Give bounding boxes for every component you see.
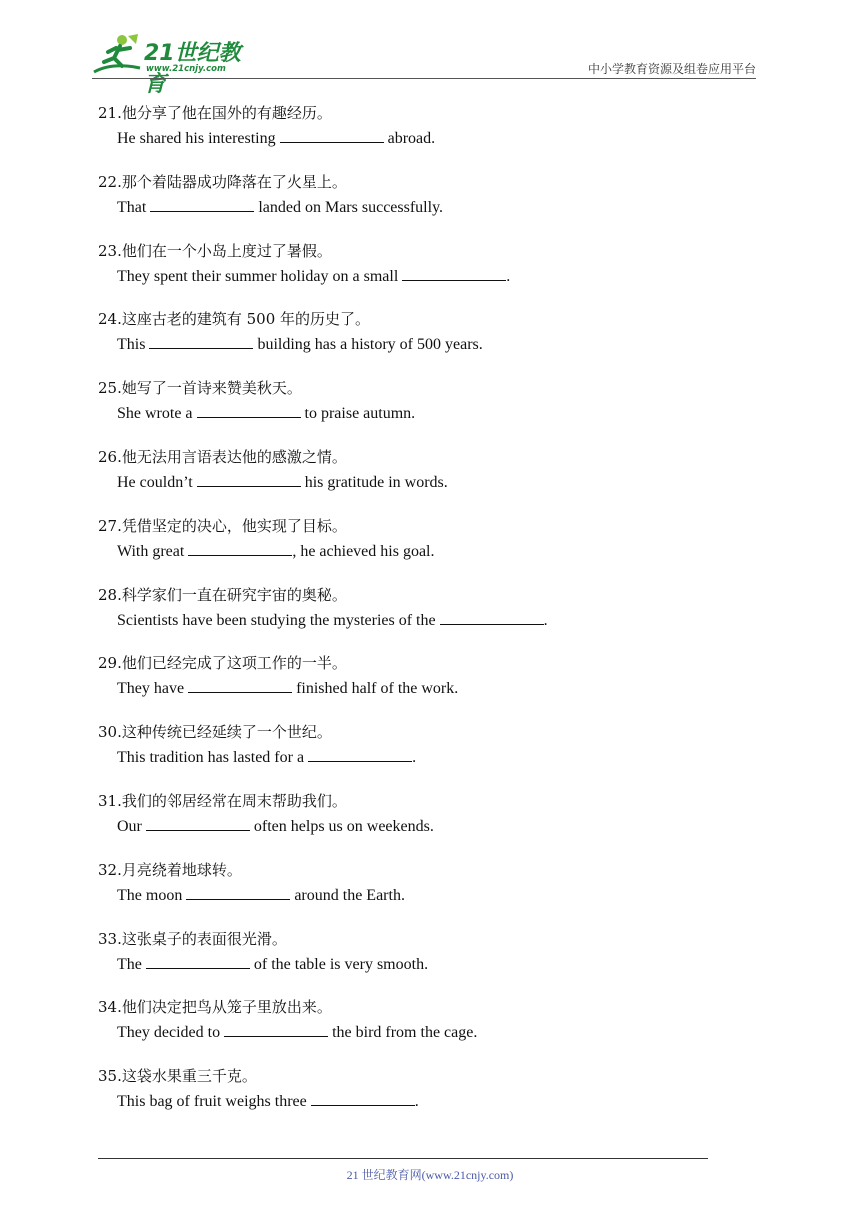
- sentence-after-blank: .: [543, 611, 548, 629]
- answer-blank[interactable]: [197, 403, 301, 418]
- question-item: [98, 580, 718, 649]
- question-list: [98, 98, 718, 1130]
- sentence-after-blank: to praise autumn.: [300, 405, 416, 423]
- sentence-before-blank: They have: [117, 680, 189, 698]
- sentence-before-blank: That: [117, 198, 151, 216]
- sentence-after-blank: landed on Mars successfully.: [254, 198, 444, 216]
- sentence-after-blank: , he achieved his goal.: [292, 542, 435, 560]
- sentence-after-blank: .: [414, 1093, 419, 1111]
- sentence-after-blank: building has a history of 500 years.: [253, 336, 483, 354]
- question-item: [98, 511, 718, 580]
- english-sentence: [117, 816, 434, 836]
- english-sentence: [117, 1022, 477, 1042]
- logo-text: 21世纪教育: [144, 41, 241, 97]
- english-sentence: [117, 541, 435, 561]
- answer-blank[interactable]: [146, 816, 250, 831]
- footer-divider: [98, 1158, 708, 1159]
- question-item: [98, 167, 718, 236]
- question-item: [98, 98, 718, 167]
- sentence-after-blank: .: [412, 749, 417, 767]
- chinese-sentence: 31.我们的邻居经常在周末帮助我们。: [98, 791, 347, 810]
- answer-blank[interactable]: [402, 266, 506, 281]
- chinese-sentence: 34.他们决定把鸟从笼子里放出来。: [98, 998, 332, 1017]
- english-sentence: [117, 266, 510, 286]
- sentence-after-blank: of the table is very smooth.: [249, 955, 429, 973]
- english-sentence: [117, 334, 483, 354]
- sentence-before-blank: She wrote a: [117, 405, 197, 423]
- sentence-before-blank: With great: [117, 542, 189, 560]
- sentence-before-blank: They decided to: [117, 1024, 225, 1042]
- question-item: [98, 373, 718, 442]
- header-divider: [92, 78, 756, 79]
- english-sentence: [117, 128, 435, 148]
- sentence-before-blank: This bag of fruit weighs three: [117, 1093, 311, 1111]
- sentence-after-blank: .: [506, 267, 511, 285]
- chinese-sentence: 26.他无法用言语表达他的感激之情。: [98, 447, 347, 466]
- sentence-after-blank: often helps us on weekends.: [249, 817, 434, 835]
- site-logo: [92, 32, 262, 97]
- english-sentence: [117, 610, 548, 630]
- chinese-sentence: 30.这种传统已经延续了一个世纪。: [98, 723, 332, 742]
- question-item: [98, 236, 718, 305]
- sentence-before-blank: He shared his interesting: [117, 130, 280, 147]
- question-item: [98, 786, 718, 855]
- chinese-sentence: 27.凭借坚定的决心，他实现了目标。: [98, 516, 347, 535]
- chinese-sentence: 25.她写了一首诗来赞美秋天。: [98, 379, 302, 398]
- answer-blank[interactable]: [224, 1022, 328, 1037]
- sentence-after-blank: abroad.: [383, 130, 436, 147]
- question-item: [98, 1061, 718, 1130]
- logo-url: www.21cnjy.com: [146, 64, 226, 74]
- page-header: [92, 30, 756, 97]
- english-sentence: [117, 1091, 419, 1111]
- answer-blank[interactable]: [188, 678, 292, 693]
- sentence-before-blank: This: [117, 336, 150, 354]
- answer-blank[interactable]: [280, 128, 384, 143]
- sentence-before-blank: The moon: [117, 886, 187, 904]
- chinese-sentence: 28.科学家们一直在研究宇宙的奥秘。: [98, 585, 347, 604]
- answer-blank[interactable]: [197, 472, 301, 487]
- chinese-sentence: 32.月亮绕着地球转。: [98, 860, 242, 879]
- answer-blank[interactable]: [146, 954, 250, 969]
- answer-blank[interactable]: [311, 1091, 415, 1106]
- question-item: [98, 992, 718, 1061]
- answer-blank[interactable]: [440, 610, 544, 625]
- sentence-after-blank: finished half of the work.: [292, 680, 459, 698]
- chinese-sentence: 33.这张桌子的表面很光滑。: [98, 929, 287, 948]
- english-sentence: [117, 403, 415, 423]
- answer-blank[interactable]: [149, 334, 253, 349]
- answer-blank[interactable]: [188, 541, 292, 556]
- english-sentence: [117, 885, 405, 905]
- platform-title: 中小学教育资源及组卷应用平台: [587, 62, 756, 76]
- chinese-sentence: 35.这袋水果重三千克。: [98, 1067, 257, 1086]
- sentence-before-blank: He couldn’t: [117, 473, 197, 491]
- sentence-after-blank: the bird from the cage.: [328, 1024, 478, 1042]
- sentence-after-blank: his gratitude in words.: [300, 473, 448, 491]
- chinese-sentence: 23.他们在一个小岛上度过了暑假。: [98, 241, 332, 260]
- english-sentence: [117, 678, 458, 698]
- chinese-sentence: 29.他们已经完成了这项工作的一半。: [98, 654, 347, 673]
- english-sentence: [117, 472, 448, 492]
- answer-blank[interactable]: [186, 885, 290, 900]
- question-item: [98, 304, 718, 373]
- question-item: [98, 442, 718, 511]
- sentence-before-blank: The: [117, 955, 146, 973]
- answer-blank[interactable]: [308, 747, 412, 762]
- question-item: [98, 648, 718, 717]
- sentence-after-blank: around the Earth.: [290, 886, 405, 904]
- chinese-sentence: 24.这座古老的建筑有 500 年的历史了。: [98, 310, 371, 329]
- sentence-before-blank: They spent their summer holiday on a small: [117, 267, 403, 285]
- sentence-before-blank: This tradition has lasted for a: [117, 749, 309, 767]
- sentence-before-blank: Our: [117, 817, 146, 835]
- question-item: [98, 855, 718, 924]
- english-sentence: [117, 747, 416, 767]
- answer-blank[interactable]: [150, 197, 254, 212]
- runner-logo-icon: [92, 32, 148, 76]
- chinese-sentence: 21.他分享了他在国外的有趣经历。: [98, 104, 332, 122]
- question-item: [98, 924, 718, 993]
- english-sentence: [117, 954, 428, 974]
- chinese-sentence: 22.那个着陆器成功降落在了火星上。: [98, 172, 347, 191]
- sentence-before-blank: Scientists have been studying the mysteries of the: [117, 611, 440, 629]
- question-item: [98, 717, 718, 786]
- footer-text: 21 世纪教育网(www.21cnjy.com): [346, 1168, 514, 1182]
- english-sentence: [117, 197, 443, 217]
